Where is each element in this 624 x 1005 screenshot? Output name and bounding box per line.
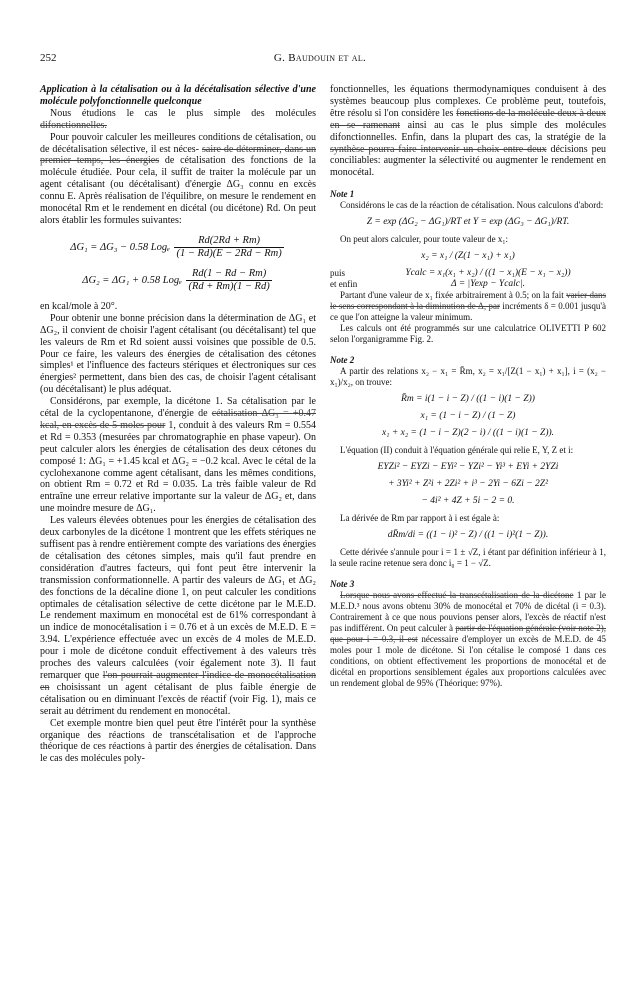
struck-text: varier dans le sens correspondant à la diminution de Δ, par — [330, 290, 607, 312]
note1-ycalc-row: puis Ycalc = x₁(x₁ + x₂) / ((1 − x₁)(E − x₁ − x₂)) — [330, 268, 571, 279]
note-title: Note 3 — [330, 579, 355, 590]
struck-text: synthèse pourra faire intervenir un choix entre deux — [330, 143, 547, 155]
struck-text: cétalisation ΔG₃ = +0.47 kcal, en excès de 5 moles pour — [40, 408, 317, 431]
paragraph: Considérons, par exemple, la dicétone 1. Sa cétalisation par le cétal de la cyclopentanone, d'énergie de cétalisation ΔG₃ = +0.47 kcal, en excès de 5 moles pour 1, conduit à des valeurs Rm = 0.554 et Rd = 0.353 (mesurées par chromatographie en phase vapeur). On peut calculer alors les énergies de cétalisation des deux cétones du composé 1: ΔG₁ = +1.45 kcal et ΔG₂ = −0.2 kcal. Avec le cétal de la cyclohexanone comme agent cétalisant, dans les mêmes conditions, on obtient Rm = 0.72 et Rd = 0.035. La très faible valeur de Rd entraîne une erreur relative importante sur la valeur de ΔG₂ et, dans une moindre mesure de ΔG₁. — [40, 396, 317, 515]
struck-text: partir de l'équation générale (voir note 2), que pour i = 0.3, il est — [330, 623, 606, 645]
section-title: Application à la cétalisation ou à la décétalisation sélective d'une molécule polyfonctionnelle quelconque — [40, 84, 316, 107]
note-text: La dérivée de Rm par rapport à i est égale à: — [340, 513, 500, 524]
page — [40, 52, 607, 997]
note-text: On peut alors calculer, pour toute valeur de x₁: — [340, 234, 508, 245]
equation-dg1: ΔG₁ = ΔG₃ − 0.58 Logₑ $\frac{Rd(2Rd + Rm)}{(1 - Rd)(E - 2Rd - Rm)}$ — [70, 234, 282, 259]
note2-eq3: x₁ + x₂ = (1 − i − Z)(2 − i) / ((1 − i)(1 − Z)). — [381, 428, 555, 439]
paragraph: Cet exemple montre bien quel peut être l'intérêt pour la synthèse organique des réactions de transcétalisation et de l'approche théorique de ces réactions à partir des énergies de cétalisation. Dans le cas des molécules poly- — [40, 717, 316, 765]
note-title: Note 1 — [330, 189, 355, 200]
struck-text: saire de déterminer, dans un premier temps, les énergies — [40, 143, 316, 167]
right-column — [330, 84, 606, 689]
paragraph: Nous étudions le cas le plus simple des molécules difonctionnelles. — [40, 107, 316, 131]
note-text: L'équation (II) conduit à l'équation générale qui relie E, Y, Z et i: — [340, 445, 574, 456]
note1-equation: Z = exp (ΔG₂ − ΔG₁)/RT et Y = exp (ΔG₃ − ΔG₁)/RT. — [366, 217, 570, 228]
note-text: Considérons le cas de la réaction de cétalisation. Nous calculons d'abord: — [340, 200, 604, 211]
note1-delta-row: et enfin Δ = |Yexp − Ycalc|. — [330, 279, 526, 290]
note2-poly-2: + 3Yi² + Z²i + 2Zi² + i³ − 2Yi − 6Zi − 2Z² — [388, 479, 548, 490]
equation-dg2: ΔG₂ = ΔG₁ + 0.58 Logₑ $\frac{Rd(1 - Rd - Rm)}{(Rd + Rm)(1 - Rd)}$ — [82, 267, 270, 292]
note-text: Les calculs ont été programmés sur une calculatrice OLIVETTI P 602 selon l'organigramme Fig. 2. — [330, 323, 606, 345]
struck-text: difonctionnelles. — [40, 119, 107, 131]
note-text: Cette dérivée s'annule pour i = 1 ± √Z, i étant par définition inférieur à 1, la seule racine retenue sera donc i₀ = 1 − √Z. — [330, 547, 606, 569]
running-head: G. Baudouin et al. — [273, 52, 367, 64]
struck-text: Lorsque nous avons effectué la transcétalisation de la dicétone — [340, 590, 574, 601]
note-text: A partir des relations x₂ − x₁ = R̄m, x₂ = x₁/[Z(1 − x₁) + x₁], i = (x₂ − x₁)/x₂, on trouve: — [330, 366, 606, 388]
left-column — [40, 84, 316, 765]
note2-derivative: dR̄m/di = ((1 − i)² − Z) / ((1 − i)²(1 − Z)). — [387, 530, 549, 541]
struck-text: fonctions de la molécule deux à deux en se ramenant — [330, 107, 606, 131]
note2-eq2: x₁ = (1 − i − Z) / (1 − Z) — [420, 411, 516, 422]
note-text: Partant d'une valeur de x₁ fixée arbitrairement à 0.5; on la fait varier dans le sens correspondant à la diminution de Δ, par incréments δ = 0.001 jusqu'à ce que l'on atteigne la valeur minimum. — [330, 290, 607, 323]
note1-x2: x₂ = x₁ / (Z(1 − x₁) + x₁) — [421, 251, 515, 262]
note2-poly-1: EYZi² − EYZi − EYi² − YZi² − Yi³ + EYi + 2YZi — [377, 462, 559, 473]
page-header — [40, 52, 600, 66]
paragraph: Pour obtenir une bonne précision dans la détermination de ΔG₁ et ΔG₂, il convient de choisir l'agent cétalisant (ou décétalisant) tel que les valeurs de Rm et Rd soient aussi voisines que possible de 0.5. Pour ce faire, les valeurs des énergies de cétalisation des cétones simples¹ et l'influence des facteurs stériques et électroniques sur ces énergies² permettent, dans bien des cas, de choisir l'agent cétalisant (ou décétalisant) le plus adéquat. — [40, 312, 316, 396]
paragraph: fonctionnelles, les équations thermodynamiques conduisent à des systèmes beaucoup plus complexes. Ce problème peut, toutefois, être résolu si l'on considère les fonctions de la molécule deux à deux en se ramenant ainsi au cas le plus simple des molécules difonctionnelles. Enfin, dans la plupart des cas, la stratégie de la synthèse pourra faire intervenir un choix entre deux décisions peu conciliables: augmenter la sélectivité ou augmenter le rendement en monocétal. — [330, 84, 607, 179]
paragraph: en kcal/mole à 20°. — [40, 300, 118, 312]
note-text: Lorsque nous avons effectué la transcétalisation de la dicétone 1 par le M.E.D.³ nous avons obtenu 30% de monocétal et 70% de dicétal (i = 0.3). Contrairement à ce que nous pouvions penser alors, l'excès de réactif n'est pas indifférent. On peut calculer à partir de l'équation générale (voir note 2), que pour i = 0.3, il est nécessaire d'employer un excès de M.E.D. de 45 moles pour 1 mole de dicétone. Si l'on cétalise le composé 1 dans ces conditions, on obtient effectivement les proportions de monocétal et de dicétal en proportions sensiblement égales aux proportions calculées avec un rendement global de 95% (Théorique: 97%). — [330, 590, 606, 689]
note-title: Note 2 — [330, 355, 355, 366]
note2-eq1: R̄m = i(1 − i − Z) / ((1 − i)(1 − Z)) — [401, 394, 535, 405]
note2-poly-3: − 4i² + 4Z + 5i − 2 = 0. — [421, 496, 515, 507]
page-number: 252 — [40, 52, 57, 64]
struck-text: l'on pourrait augmenter l'indice de monocétalisation en — [40, 669, 316, 693]
paragraph: Les valeurs élevées obtenues pour les énergies de cétalisation des deux carbonyles de la dicétone 1 montrent que les effets stériques ne suffisent pas à rendre entièrement compte des variations des énergies de cétalisation des cétones simples, mais qu'il faut prendre en considération d'autres facteurs, qui font peut être intervenir la transmission conformationnelle. A partir des valeurs de ΔG₁ et ΔG₂ des fonctions de la décaline dione 1, on peut calculer les conditions optimales de cétalisation sélective de cette dicétone par le M.E.D. Le rendement maximum en monocétal est de 61% correspondant à un indice de monocétalisation i = 0.76 et à un excès de M.E.D. E = 3.94. L'expérience effectuée avec un excès de 4 moles de M.E.D. pour i mole de dicétone conduit effectivement à des valeurs très proches des valeurs calculées (voir également note 3). Il faut remarquer que l'on pourrait augmenter l'indice de monocétalisation en choisissant un agent cétalisant de plus faible énergie de cétalisation ou en diminuant l'excès de réactif (voir Fig. 1), mais ce serait au détriment du rendement en monocétal. — [40, 515, 317, 717]
paragraph: Pour pouvoir calculer les meilleures conditions de cétalisation, ou de décétalisation sélective, il est néces- saire de déterminer, dans un premier temps, les énergies de cétalisation des fonctions de la molécule étudiée. Pour cela, il suffit de traiter la molécule par un agent cétalisant (ou décétalisant) d'énergie ΔG₃ connu en excès connu E. Après réalisation de l'équilibre, on mesure le rendement en monocétal Rm et le rendement en dicétal (ou dicétone) Rd. On peut alors établir les formules suivantes: — [40, 131, 317, 226]
